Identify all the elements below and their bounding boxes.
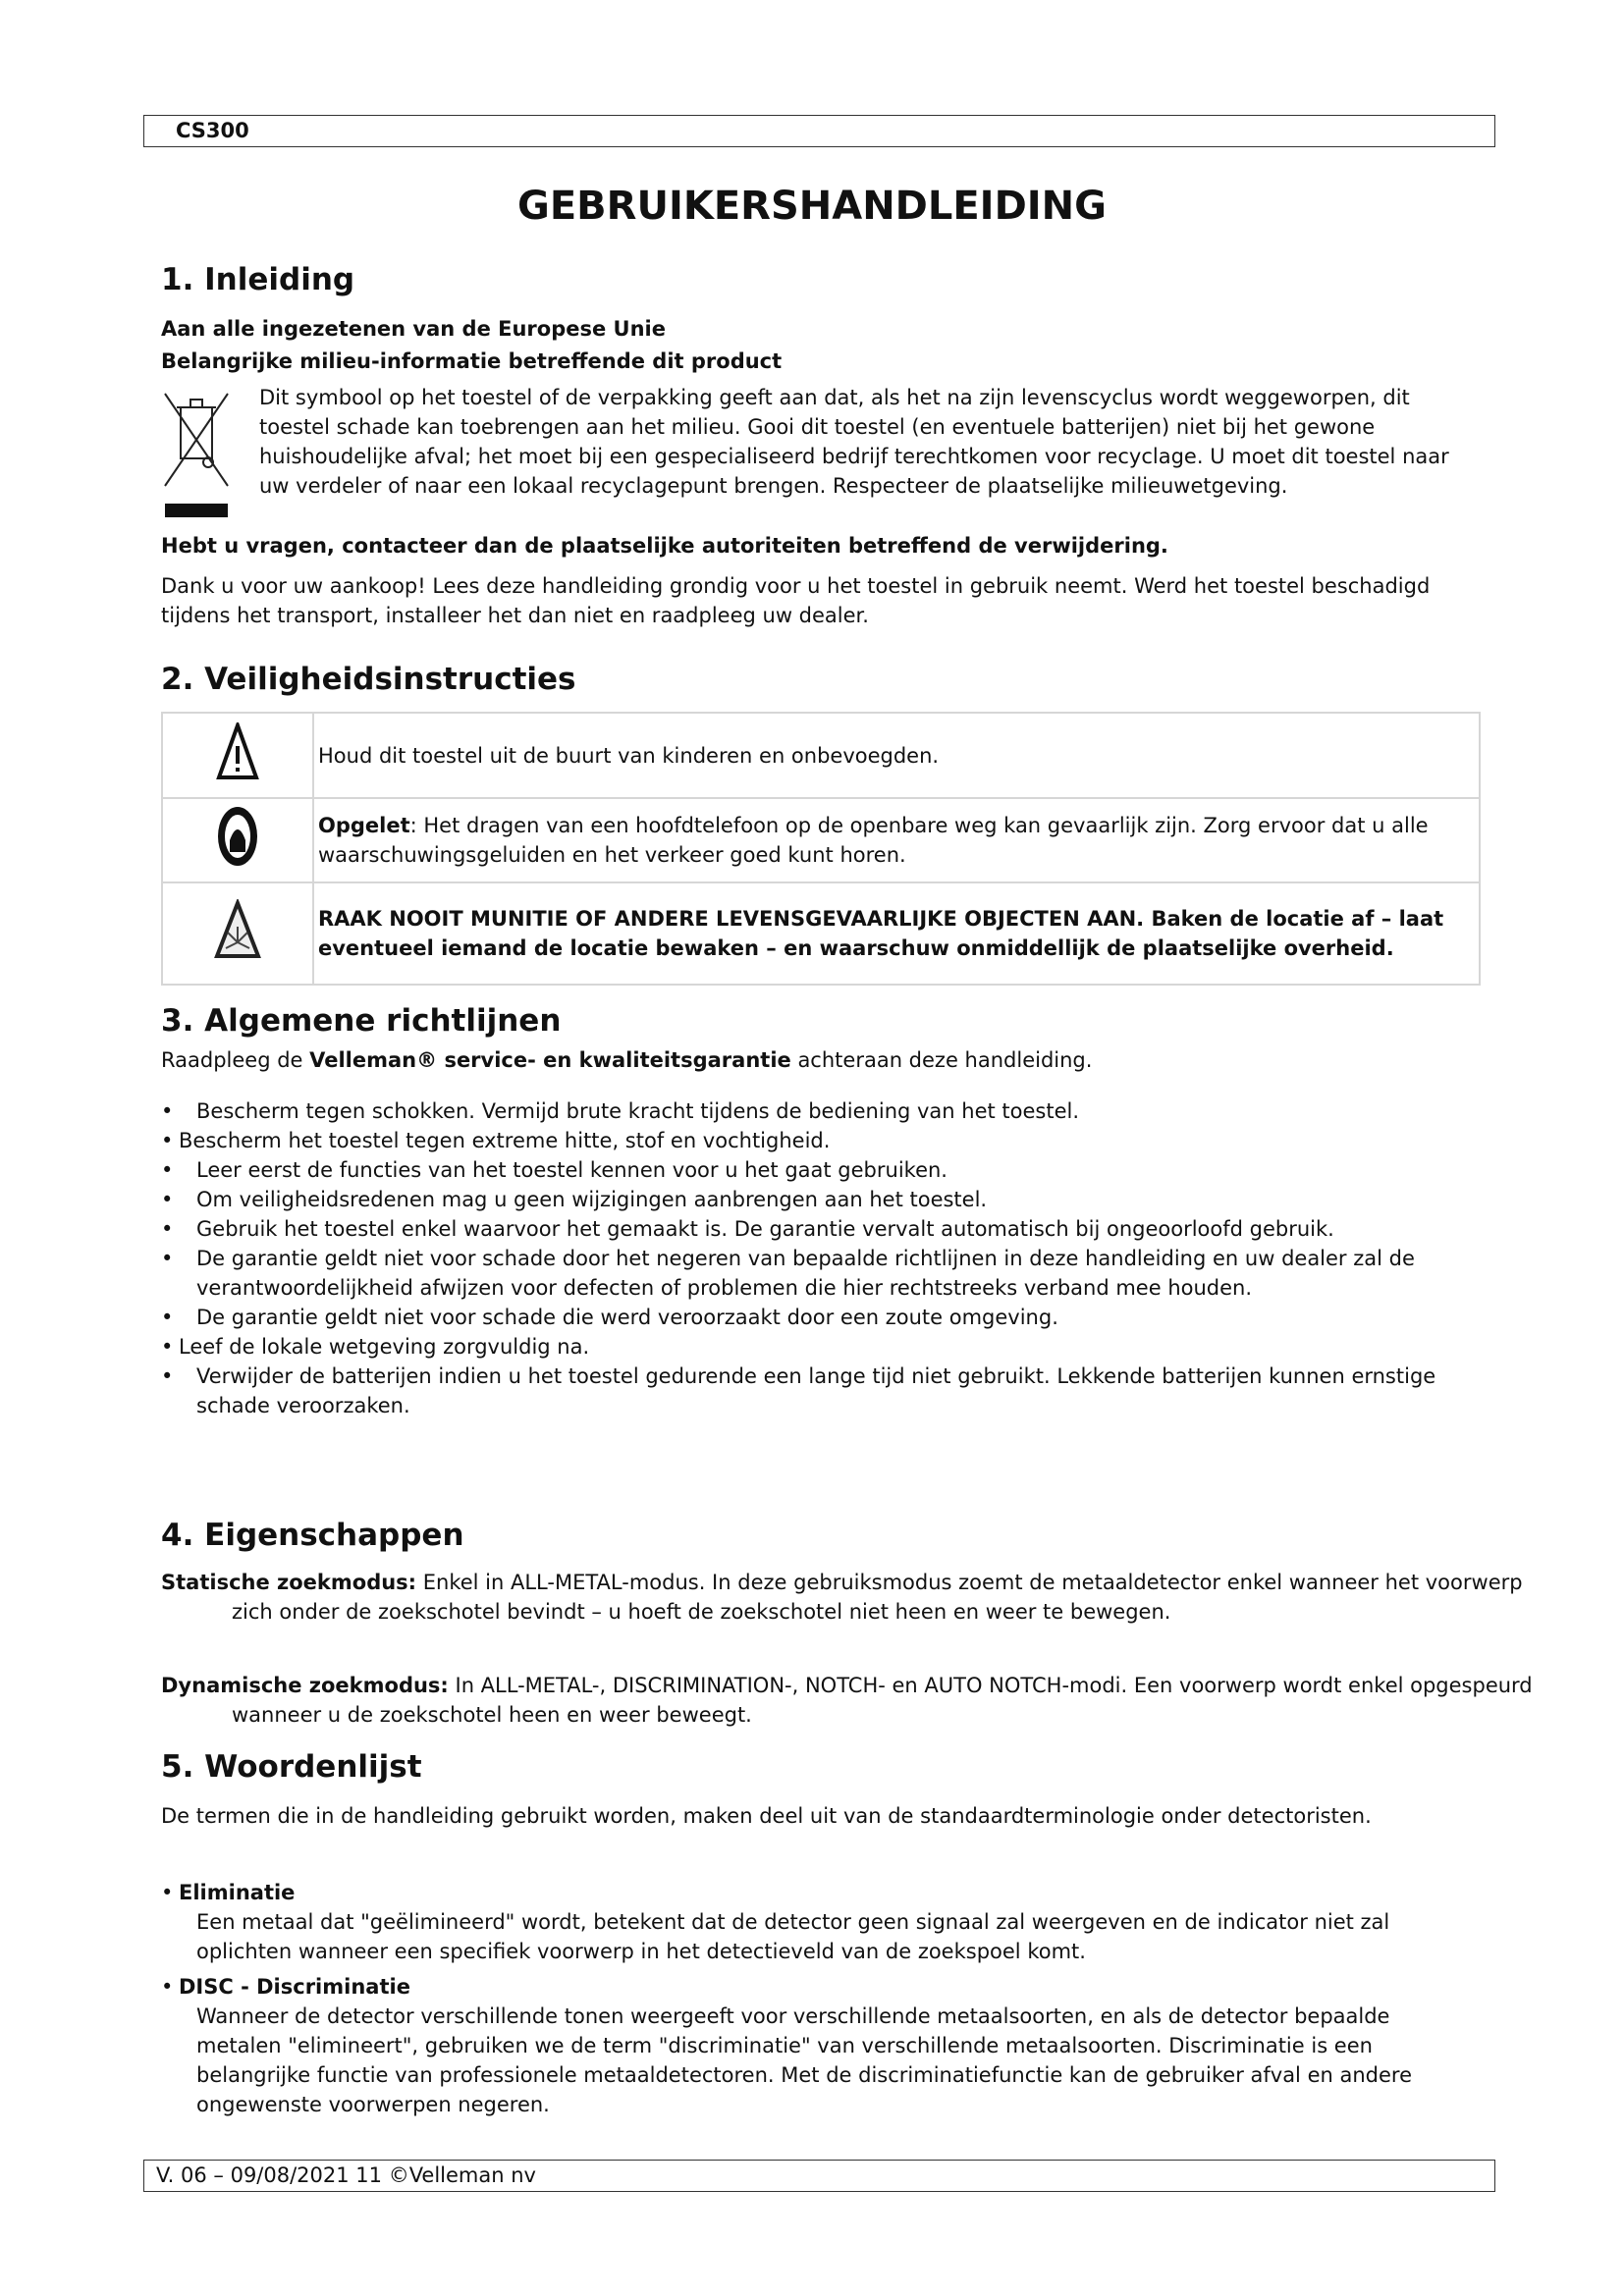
glossary-definition: Een metaal dat "geëlimineerd" wordt, betekent dat de detector geen signaal zal weergeven en de indicator niet zal oplichten wanneer een specifiek voorwerp in het detectieveld van de zoekspoel komt. xyxy=(196,1910,1390,1963)
section-5-heading: 5. Woordenlijst xyxy=(161,1749,422,1785)
safety-bold: Opgelet xyxy=(318,814,410,837)
safety-text: Houd dit toestel uit de buurt van kinderen en onbevoegden. xyxy=(318,743,940,768)
page-title: GEBRUIKERSHANDLEIDING xyxy=(517,184,1107,229)
explosive-icon xyxy=(214,899,261,960)
guidelines-list xyxy=(161,1096,1477,1420)
hearing-protection-icon xyxy=(216,805,259,868)
safety-bold: RAAK NOOIT MUNITIE OF ANDERE LEVENSGEVAARLIJKE OBJECTEN AAN. Baken de locatie af – laat eventueel iemand de locatie bewaken – en waarschuw onmiddellijk de plaatselijke overheid. xyxy=(318,907,1444,960)
list-item: • Bescherm het toestel tegen extreme hitte, stof en vochtigheid. xyxy=(161,1126,1477,1155)
safety-table xyxy=(161,712,1481,986)
intro-text: Raadpleeg de xyxy=(161,1048,310,1072)
dynamic-mode xyxy=(161,1671,1551,1730)
warranty-link-text: Velleman® service- en kwaliteitsgarantie xyxy=(309,1048,791,1072)
contact-text: Hebt u vragen, contacteer dan de plaatselijke autoriteiten betreffend de verwijdering. xyxy=(161,534,1168,558)
list-item: • Leef de lokale wetgeving zorgvuldig na. xyxy=(161,1332,1477,1362)
section-4-heading: 4. Eigenschappen xyxy=(161,1518,464,1553)
footer-text: V. 06 – 09/08/2021 11 ©Velleman nv xyxy=(156,2163,536,2187)
glossary-entry xyxy=(161,1878,1481,1966)
warning-triangle-icon xyxy=(216,722,259,781)
model-label: CS300 xyxy=(176,119,249,142)
footer-box xyxy=(143,2160,1495,2192)
eu-residents-heading: Aan alle ingezetenen van de Europese Unie xyxy=(161,317,666,341)
section-3-heading: 3. Algemene richtlijnen xyxy=(161,1003,562,1039)
safety-row xyxy=(162,713,1480,798)
dynamic-mode-text: In ALL-METAL-, DISCRIMINATION-, NOTCH- en AUTO NOTCH-modi. Een voorwerp wordt enkel opgespeurd wanneer u de zoekschotel heen en weer beweegt. xyxy=(232,1674,1533,1727)
environment-heading: Belangrijke milieu-informatie betreffende dit product xyxy=(161,349,783,373)
glossary-intro: De termen die in de handleiding gebruikt worden, maken deel uit van de standaardterminologie onder detectoristen. xyxy=(161,1804,1372,1828)
list-item: • Leer eerst de functies van het toestel kennen voor u het gaat gebruiken. xyxy=(161,1155,1477,1185)
warranty-reference xyxy=(161,1045,1481,1075)
weee-bin-icon xyxy=(161,388,232,525)
header-box xyxy=(143,115,1495,147)
static-mode xyxy=(161,1568,1551,1627)
list-item: • Bescherm tegen schokken. Vermijd brute kracht tijdens de bediening van het toestel. xyxy=(161,1096,1477,1126)
safety-text: : Het dragen van een hoofdtelefoon op de openbare weg kan gevaarlijk zijn. Zorg ervoor dat u alle waarschuwingsgeluiden en het verkeer goed kunt horen. xyxy=(318,814,1429,867)
section-2-heading: 2. Veiligheidsinstructies xyxy=(161,662,576,697)
glossary-term: • Eliminatie xyxy=(161,1878,1481,1907)
list-item: • Om veiligheidsredenen mag u geen wijzigingen aanbrengen aan het toestel. xyxy=(161,1185,1477,1214)
safety-row xyxy=(162,798,1480,882)
static-mode-text: Enkel in ALL-METAL-modus. In deze gebruiksmodus zoemt de metaaldetector enkel wanneer het voorwerp zich onder de zoekschotel bevindt – u hoeft de zoekschotel niet heen en weer te bewegen. xyxy=(232,1571,1523,1624)
list-item: • Gebruik het toestel enkel waarvoor het gemaakt is. De garantie vervalt automatisch bij ongeoorloofd gebruik. xyxy=(161,1214,1477,1244)
glossary-term: • DISC - Discriminatie xyxy=(161,1972,1481,2002)
list-item: • De garantie geldt niet voor schade die werd veroorzaakt door een zoute omgeving. xyxy=(161,1303,1477,1332)
glossary-definition: Wanneer de detector verschillende tonen weergeeft voor verschillende metaalsoorten, en als de detector bepaalde metalen "elimineert", gebruiken we de term "discriminatie" van verschillende metaalsoorten. Discriminatie is een belangrijke functie van professionele metaaldetectoren. Met de discriminatiefunctie kan de gebruiker afval en andere ongewenste voorwerpen negeren. xyxy=(196,2004,1412,2116)
list-item: • Verwijder de batterijen indien u het toestel gedurende een lange tijd niet gebruikt. Lekkende batterijen kunnen ernstige schade veroorzaken. xyxy=(161,1362,1477,1420)
section-1-heading: 1. Inleiding xyxy=(161,262,355,297)
glossary-entry xyxy=(161,1972,1481,2119)
list-item: • De garantie geldt niet voor schade door het negeren van bepaalde richtlijnen in deze handleiding en uw dealer zal de verantwoordelijkheid afwijzen voor defecten of problemen die hier rechtstreeks verband mee houden. xyxy=(161,1244,1477,1303)
weee-text: Dit symbool op het toestel of de verpakking geeft aan dat, als het na zijn levenscyclus wordt weggeworpen, dit toestel schade kan toebrengen aan het milieu. Gooi dit toestel (en eventuele batterijen) niet bij het gewone huishoudelijke afval; het moet bij een gespecialiseerd bedrijf terechtkomen voor recyclage. U moet dit toestel naar uw verdeler of naar een lokaal recyclagepunt brengen. Respecteer de plaatselijke milieuwetgeving. xyxy=(259,386,1449,498)
dynamic-mode-label: Dynamische zoekmodus: xyxy=(161,1674,449,1697)
safety-row xyxy=(162,882,1480,985)
intro-text: achteraan deze handleiding. xyxy=(790,1048,1093,1072)
static-mode-label: Statische zoekmodus: xyxy=(161,1571,417,1594)
thanks-text: Dank u voor uw aankoop! Lees deze handleiding grondig voor u het toestel in gebruik neemt. Werd het toestel beschadigd tijdens het transport, installeer het dan niet en raadpleeg uw dealer. xyxy=(161,574,1431,627)
